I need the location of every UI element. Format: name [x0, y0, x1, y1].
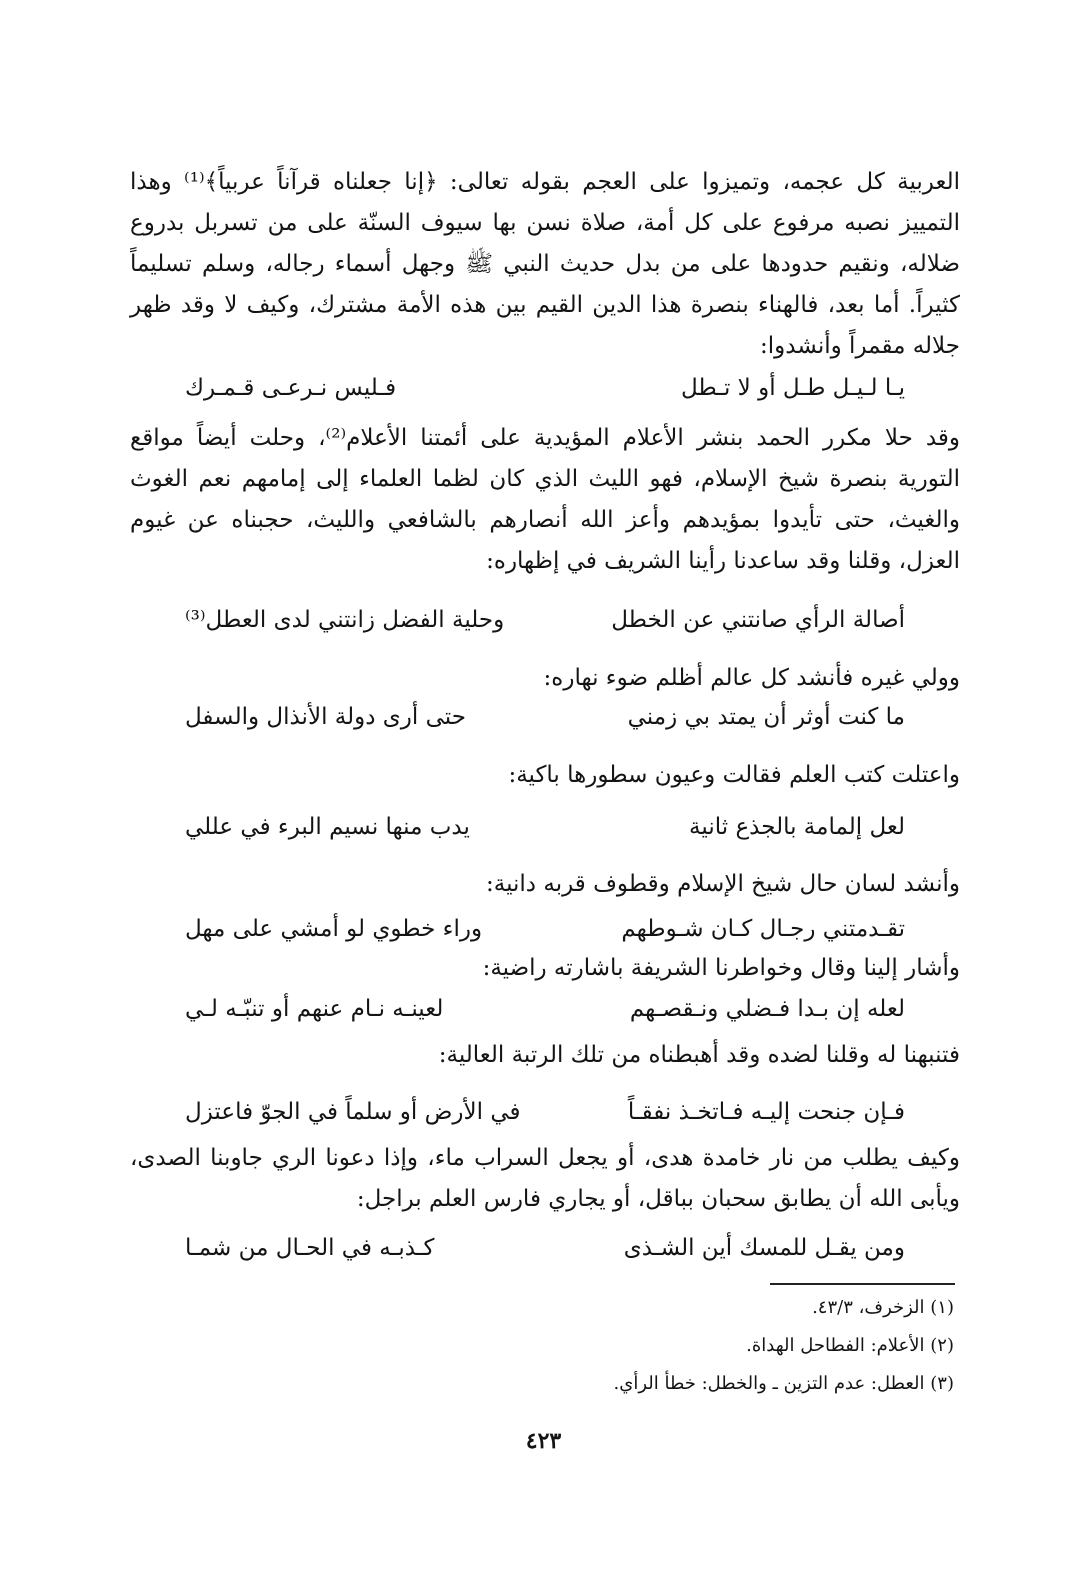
- paragraph-7: فتنبهنا له وقلنا لضده وقد أهبطناه من تلك الرتبة العالية:: [438, 1042, 960, 1068]
- verse-6: [185, 989, 905, 1029]
- footnote-2: (٢) الأعلام: الفطاحل الهداة.: [746, 1335, 954, 1356]
- paragraph-6: وأشار إلينا وقال وخواطرنا الشريفة باشارته راضية:: [482, 955, 960, 981]
- verse-5: [185, 909, 905, 949]
- paragraph-3: وولي غيره فأنشد كل عالم أظلم ضوء نهاره:: [543, 665, 960, 691]
- verse-3-second-hemistich: حتى أرى دولة الأنذال والسفل: [185, 704, 466, 730]
- verse-6-first-hemistich: لعله إن بـدا فـضلي ونـقصـهم: [629, 996, 905, 1022]
- verse-3: [185, 697, 905, 737]
- footnote-divider: [770, 1283, 955, 1285]
- verse-7: [185, 1092, 905, 1132]
- verse-2: [185, 600, 905, 640]
- paragraph-8: وكيف يطلب من نار خامدة هدى، أو يجعل السراب ماء، وإذا دعونا الري جاوبنا الصدى، ويأبى الله أن يطابق سحبان بباقل، أو يجاري فارس العلم براجل:: [130, 1145, 960, 1212]
- verse-5-first-hemistich: تقـدمتني رجـال كـان شـوطهم: [621, 916, 905, 942]
- paragraph-2: وقد حلا مكرر الحمد بنشر الأعلام المؤيدية على أئمتنا الأعلام⁽²⁾، وحلت أيضاً مواقع التورية بنصرة شيخ الإسلام، فهو الليث الذي كان لظما العلماء إلى إمامهم نعم الغوث والغيث، حتى تأيدوا بمؤيدهم وأعز الله أنصارهم بالشافعي والليث، حجبناه عن غيوم العزل، وقلنا وقد ساعدنا رأينا الشريف في إظهاره:: [130, 425, 960, 574]
- footnote-1: (١) الزخرف، ٤٣/٣.: [812, 1297, 954, 1318]
- verse-2-second-hemistich: وحلية الفضل زانتني لدى العطل⁽³⁾: [185, 607, 505, 633]
- verse-4-second-hemistich: يدب منها نسيم البرء في عللي: [185, 814, 470, 840]
- paragraph-4: واعتلت كتب العلم فقالت وعيون سطورها باكية:: [508, 762, 960, 788]
- paragraph-5: وأنشد لسان حال شيخ الإسلام وقطوف قربه دانية:: [486, 871, 960, 897]
- verse-7-first-hemistich: فـإن جنحت إليـه فـاتخـذ نفقـاً: [627, 1099, 905, 1125]
- verse-2-first-hemistich: أصالة الرأي صانتني عن الخطل: [611, 607, 905, 633]
- verse-7-second-hemistich: في الأرض أو سلماً في الجوّ فاعتزل: [185, 1099, 521, 1125]
- footnote-3: (٣) العطل: عدم التزين ـ والخطل: خطأ الرأي.: [613, 1373, 954, 1394]
- verse-4: [185, 807, 905, 847]
- verse-1-first-hemistich: يـا لـيـل طـل أو لا تـطل: [680, 375, 905, 401]
- verse-3-first-hemistich: ما كنت أوثر أن يمتد بي زمني: [627, 704, 905, 730]
- verse-8: [185, 1228, 905, 1268]
- verse-8-first-hemistich: ومن يقـل للمسك أين الشـذى: [623, 1235, 905, 1261]
- verse-6-second-hemistich: لعينـه نـام عنهم أو تنبّـه لـي: [185, 996, 444, 1022]
- paragraph-1: العربية كل عجمه، وتميزوا على العجم بقوله تعالى: ﴿إنا جعلناه قرآناً عربياً﴾⁽¹⁾ وهذا التمييز نصبه مرفوع على كل أمة، صلاة نسن بها سيوف السنّة على من تسربل بدروع ضلاله، ونقيم حدودها على من بدل حديث النبي ﷺ وجهل أسماء رجاله، وسلم تسليماً كثيراً. أما بعد، فالهناء بنصرة هذا الدين القيم بين هذه الأمة مشترك، وكيف لا وقد ظهر جلاله مقمراً وأنشدوا:: [130, 169, 960, 359]
- verse-1-second-hemistich: فـليس نـرعـى قـمـرك: [185, 375, 397, 401]
- verse-8-second-hemistich: كـذبـه في الحـال من شمـا: [185, 1235, 435, 1261]
- verse-1: [185, 368, 905, 408]
- verse-5-second-hemistich: وراء خطوي لو أمشي على مهل: [185, 916, 483, 942]
- page-number: ٤٢٣: [525, 1428, 562, 1454]
- verse-4-first-hemistich: لعل إلمامة بالجذع ثانية: [689, 814, 905, 840]
